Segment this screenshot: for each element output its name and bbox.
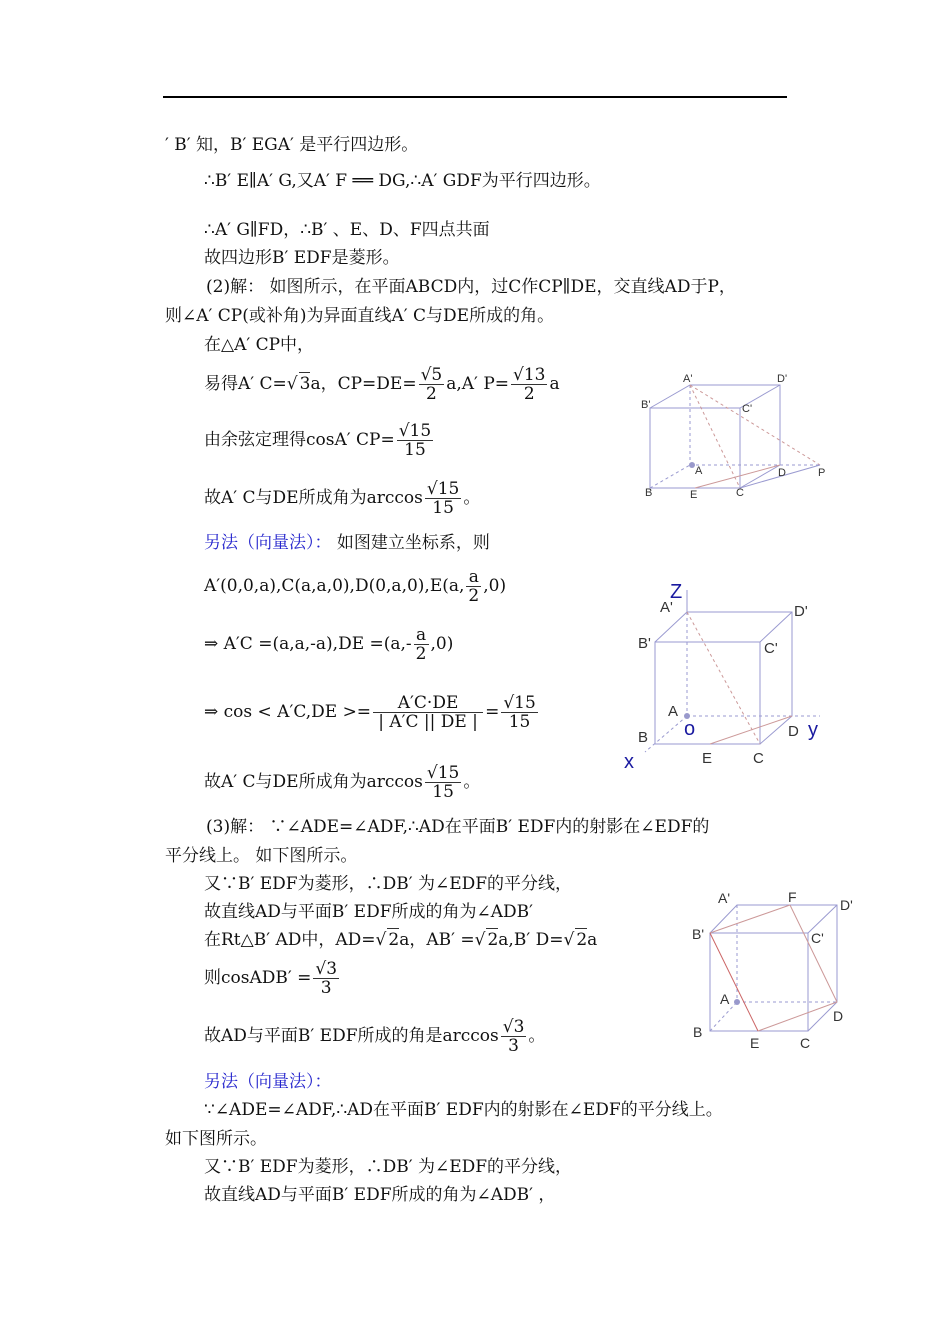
- point-marker: [734, 999, 740, 1005]
- fig-label: F: [788, 889, 797, 905]
- header-rule: [163, 96, 787, 98]
- fig-label: D: [833, 1008, 844, 1024]
- formula-line: A′(0,0,a),C(a,a,0),D(0,a,0),E(a, $\frac{a}{2}$ ,0): [204, 567, 507, 606]
- formula-line: 故A′ C与DE所成角为arccos $\frac{√15}{15}$ 。: [204, 763, 481, 802]
- fig-label: C': [764, 640, 778, 657]
- text-line: 故四边形B′ EDF是菱形。: [204, 248, 400, 268]
- cube-figure-2: [620, 580, 840, 780]
- fig-label: A': [660, 599, 673, 616]
- fig-label: P: [818, 467, 826, 479]
- fig-label: E: [750, 1035, 760, 1051]
- fig-label: D': [777, 373, 788, 385]
- axis-label-y: y: [808, 719, 818, 741]
- fig-label: C: [753, 750, 764, 767]
- cube-figure-3: [690, 885, 870, 1060]
- text-line: 又∵B′ EDF为菱形，∴DB′ 为∠EDF的平分线，: [204, 874, 573, 894]
- formula-line: ⇒ A′C =(a,a,-a),DE =(a,- $\frac{a}{2}$ ,0): [204, 625, 454, 664]
- text-line: (3)解： ∵∠ADE=∠ADF,∴AD在平面B′ EDF内的射影在∠EDF的: [206, 817, 710, 837]
- fig-label: B: [645, 487, 653, 499]
- fig-label: C: [736, 487, 744, 499]
- fig-label: B': [638, 635, 651, 652]
- fig-label: A': [683, 373, 693, 385]
- fig-label: A: [720, 991, 730, 1007]
- text-line: 在△A′ CP中，: [204, 335, 315, 355]
- fig-label: A': [718, 890, 731, 906]
- formula-line: 故AD与平面B′ EDF所成的角是arccos $\frac{√3}{3}$ 。: [204, 1017, 546, 1056]
- text-line: ∴B′ E∥A′ G,又A′ F ══ DG,∴A′ GDF为平行四边形。: [204, 171, 601, 191]
- fig-label: E: [690, 489, 698, 501]
- formula-line: 则cosADB′ = $\frac{√3}{3}$: [204, 959, 338, 998]
- text-line: 则∠A′ CP(或补角)为异面直线A′ C与DE所成的角。: [165, 306, 555, 326]
- fig-label: B: [693, 1024, 703, 1040]
- fig-label: B': [692, 926, 705, 942]
- text-line: ′ B′ 知，B′ EGA′ 是平行四边形。: [165, 135, 419, 155]
- formula-line: 由余弦定理得cosA′ CP= $\frac{√15}{15}$: [204, 421, 432, 460]
- formula-line: 在Rt△B′ AD中，AD=√ 2a，AB′ =√ 2a,B′ D=√ 2a: [204, 930, 598, 950]
- fig-label: A: [695, 465, 703, 477]
- text-line: 故直线AD与平面B′ EDF所成的角为∠ADB′ ，: [204, 1185, 556, 1205]
- fig-label: D': [794, 603, 808, 620]
- fig-label: D: [778, 467, 786, 479]
- fig-label: C': [811, 930, 824, 946]
- origin-label: o: [684, 718, 696, 740]
- formula-line: 易得A′ C=√ 3a，CP=DE= $\frac{√5}{2}$ a,A′ P= $\frac{√13}{2}$ a: [204, 365, 560, 404]
- fig-label: D: [788, 723, 799, 740]
- axis-label-x: x: [624, 751, 634, 773]
- fig-label: C': [742, 403, 753, 415]
- formula-line: 故A′ C与DE所成角为arccos $\frac{√15}{15}$ 。: [204, 479, 481, 518]
- fig-label: B: [638, 729, 649, 746]
- formula-line: ⇒ cos < A′C,DE >= $\frac{A'C\cdot DE}{| A'C || DE |}$ = $\frac{√15}{15}$: [204, 693, 536, 732]
- text-line: 故直线AD与平面B′ EDF所成的角为∠ADB′: [204, 902, 534, 922]
- fig-label: B': [641, 399, 651, 411]
- cube-figure-1: [635, 370, 835, 510]
- text-line: 另法（向量法）：: [204, 1072, 332, 1092]
- text-line: 如下图所示。: [165, 1129, 267, 1149]
- text-line: ∵∠ADE=∠ADF,∴AD在平面B′ EDF内的射影在∠EDF的平分线上。: [204, 1100, 723, 1120]
- text-line: ∴A′ G∥FD，∴B′ 、E、D、F四点共面: [204, 220, 490, 240]
- fig-label: C: [800, 1035, 811, 1051]
- axis-label-z: Z: [670, 581, 683, 603]
- text-line: 平分线上。 如下图所示。: [165, 846, 358, 866]
- fig-label: D': [840, 897, 853, 913]
- text-line: 另法（向量法）： 如图建立坐标系，则: [204, 533, 490, 553]
- text-line: 又∵B′ EDF为菱形，∴DB′ 为∠EDF的平分线，: [204, 1157, 573, 1177]
- fig-label: E: [702, 750, 713, 767]
- fig-label: A: [668, 703, 679, 720]
- text-line: (2)解： 如图所示，在平面ABCD内，过C作CP∥DE，交直线AD于P，: [206, 277, 736, 297]
